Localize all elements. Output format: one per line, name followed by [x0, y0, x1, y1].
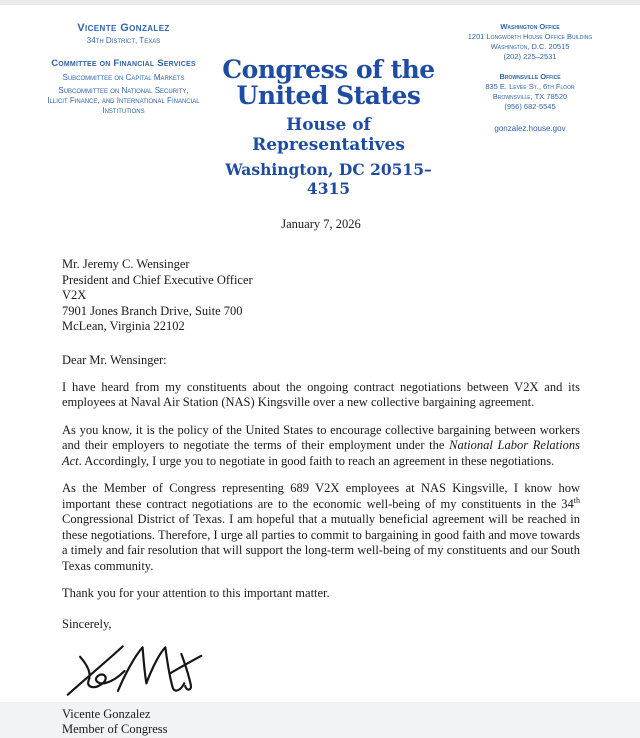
statute-name-italic: National Labor Relations Act	[62, 438, 580, 468]
recipient-line: V2X	[62, 288, 87, 302]
letter-date: January 7, 2026	[281, 217, 361, 231]
subcommittee-line: Institutions	[102, 106, 145, 115]
paragraph-3	[62, 481, 580, 574]
office-address-line: 835 E. Levee St., 6th Floor	[485, 82, 575, 91]
subcommittee-line: Subcommittee on National Security,	[58, 86, 189, 95]
subcommittee-line: Subcommittee on Capital Markets	[62, 73, 185, 82]
signature-scrawl	[64, 641, 206, 701]
representative-name: Vicente Gonzalez	[77, 22, 170, 34]
brownsville-office-title: Brownsville Office	[499, 72, 561, 81]
signer-block	[62, 707, 580, 738]
recipient-line: McLean, Virginia 22102	[62, 319, 185, 333]
committee-line: Committee on Financial Services	[51, 58, 196, 69]
office-phone-line: (202) 225–2531	[503, 52, 557, 61]
signer-title: Member of Congress	[62, 722, 168, 736]
letterhead-right-block	[436, 17, 624, 198]
recipient-line: 7901 Jones Branch Drive, Suite 700	[62, 303, 243, 318]
ordinal-superscript: th	[573, 495, 580, 505]
letterhead-center-block	[221, 17, 436, 198]
washington-office-title: Washington Office	[500, 22, 560, 31]
letterhead-left-block	[26, 17, 221, 198]
website-text: gonzalez.house.gov	[494, 124, 566, 133]
brownsville-office-block	[436, 72, 624, 112]
paragraph-4: Thank you for your attention to this important matter.	[62, 586, 330, 600]
washington-office-block	[436, 22, 624, 62]
district-line: 34th District, Texas	[86, 36, 161, 45]
office-address-line: Brownsville, TX 78520	[492, 92, 568, 101]
paragraph-1: I have heard from my constituents about the ongoing contract negotiations between V2X and its employees at Naval Air Station (NAS) Kingsville over a new collective bargaining agreement.	[62, 379, 580, 409]
recipient-line: Mr. Jeremy C. Wensinger	[62, 257, 190, 271]
paragraph-3-text: As the Member of Congress representing 689 V2X employees at NAS Kingsville, I know how important these contract negotiations are to the economic well-being of my constituents in the 34	[62, 481, 580, 511]
capitol-address: Washington, DC 20515–4315	[225, 160, 432, 198]
signature	[64, 641, 580, 703]
chamber-title: House of Representatives	[252, 115, 405, 155]
paragraph-3-text: Congressional District of Texas. I am hopeful that a mutually beneficial agreement will be reached in these negotiations. Therefore, I urge all parties to commit to bargaining in good faith and move towards a timely and fair resolution that will support the long-term well-being of my constituents and our South Texas community.	[62, 512, 580, 573]
office-address-line: 1201 Longworth House Office Building	[467, 32, 593, 41]
recipient-line: President and Chief Executive Officer	[62, 272, 253, 287]
salutation: Dear Mr. Wensinger:	[62, 352, 167, 367]
paragraph-2	[62, 423, 580, 470]
signer-name: Vicente Gonzalez	[62, 706, 151, 721]
office-phone-line: (956) 682-5545	[504, 102, 556, 111]
recipient-address-block	[62, 257, 580, 335]
letterhead	[0, 5, 640, 198]
closing: Sincerely,	[62, 616, 112, 631]
office-address-line: Washington, D.C. 20515	[490, 42, 570, 51]
paragraph-2-text: . Accordingly, I urge you to negotiate in good faith to reach an agreement in these negotiations.	[78, 453, 555, 468]
paragraph-2-text: As you know, it is the policy of the United States to encourage collective bargaining between workers and their employers to negotiate the terms of their employment under the	[62, 422, 580, 452]
letter-body	[0, 217, 640, 738]
congress-title: Congress of the United States	[222, 55, 435, 110]
subcommittee-line: Illicit Finance, and International Financial	[47, 96, 200, 105]
